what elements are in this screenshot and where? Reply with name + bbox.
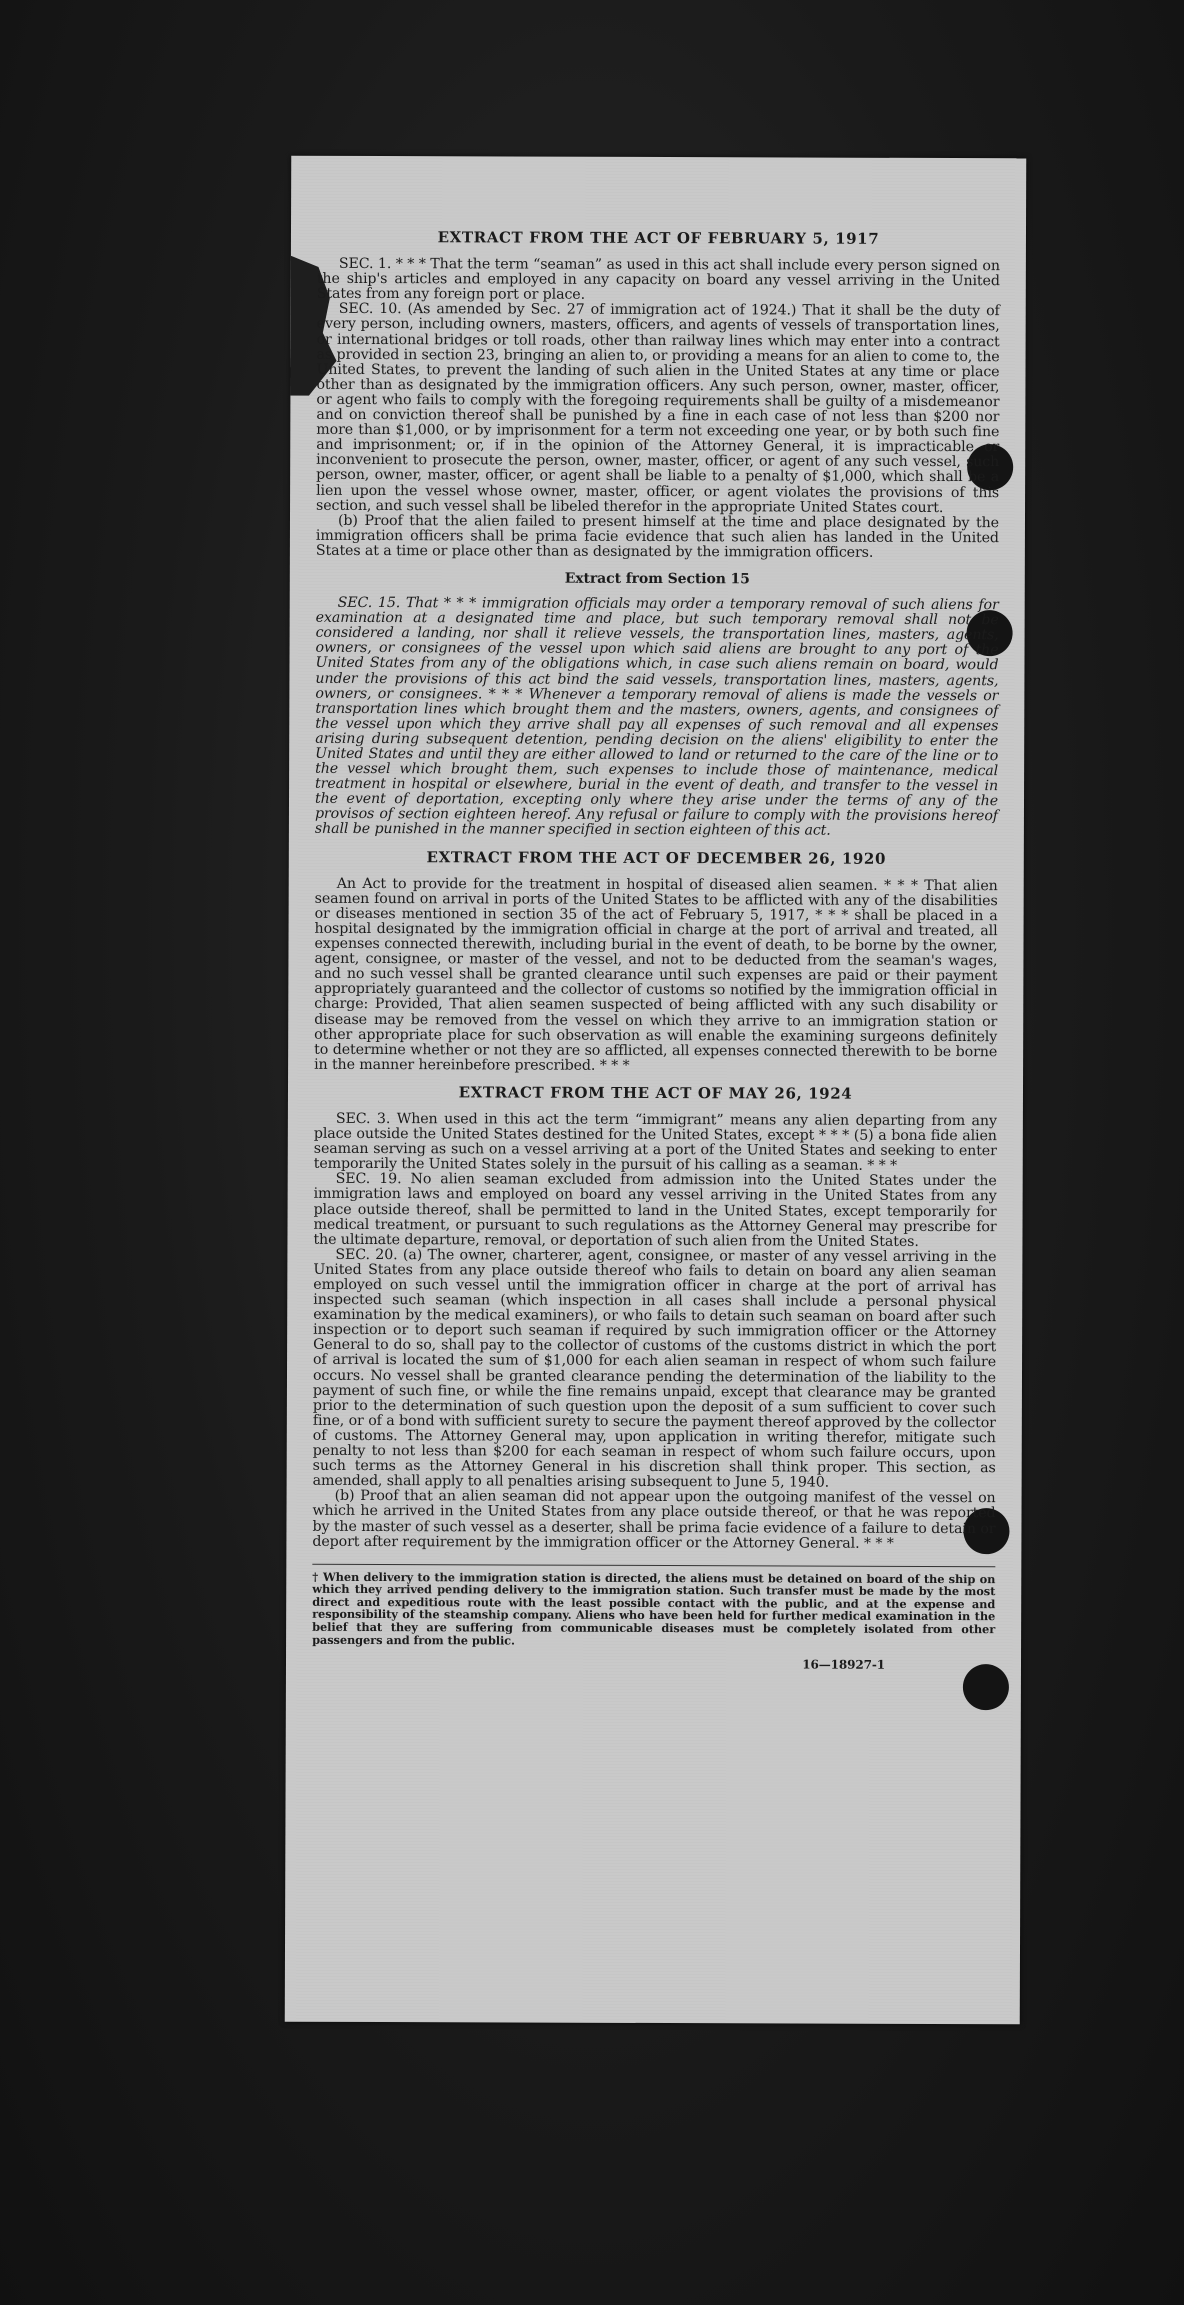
section-10-text: SEC. 10. (As amended by Sec. 27 of immigration act of 1924.) That it shall be the duty of every person, including owners, masters, officers, and agents of vessels of transportation lines, or international bridges or toll roads, other than railway lines which may enter into a contract as provided in section 23, bringing an alien to, or providing a means for an alien to come to, the United States, to prevent the landing of such alien in the United States at any time or place other than as designated by the immigration officers. Any such person, owner, master, officer, or agent who fails to comply with the foregoing requirements shall be guilty of a misdemeanor and on conviction thereof shall be punished by a fine in each case of not less than $200 nor more than $1,000, or by imprisonment for a term not exceeding one year, or by both such fine and imprisonment; or, if in the opinion of the Attorney General, it is impracticable or inconvenient to prosecute the person, owner, master, officer, or agent of any such vessel, such person, owner, master, officer, or agent shall be liable to a penalty of $1,000, which shall be a lien upon the vessel whose owner, master, officer, or agent violates the provisions of this section, and such vessel shall be libeled therefor in the appropriate United States court. <box>316 301 1000 516</box>
section-1-text: SEC. 1. * * * That the term “seaman” as used in this act shall include every person signed on the ship's articles and employed in any capacity on board any vessel arriving in the United States from any foreign port or place. <box>316 255 1000 304</box>
heading-act-1924: EXTRACT FROM THE ACT OF MAY 26, 1924 <box>458 1083 853 1103</box>
section-19-text: SEC. 19. No alien seaman excluded from admission into the United States under the immigration laws and employed on board any vessel arriving in the United States from any place outside thereof, shall be permitted to land in the United States, except temporarily for medical treatment, or pursuant to such regulations as the Attorney General may prescribe for the ultimate departure, removal, or deportation of such alien from the United States. <box>313 1171 997 1250</box>
heading-act-1917: EXTRACT FROM THE ACT OF FEBRUARY 5, 1917 <box>437 228 880 248</box>
document-sheet <box>285 156 1027 2025</box>
section-20a-text: SEC. 20. (a) The owner, charterer, agent, consignee, or master of any vessel arriving in the United States from any place outside thereof who fails to detain on board any alien seaman employed on such vessel until the immigration officer in charge at the port of arrival has inspected such seaman (which inspection in all cases shall include a personal physical examination by the medical examiners), or who fails to detain such seaman on board after such inspection or to deport such seaman if required by such immigration officer or the Attorney General to do so, shall pay to the collector of customs of the customs district in which the port of arrival is located the sum of $1,000 for each alien seaman in respect of whom such failure occurs. No vessel shall be granted clearance pending the determination of the liability to the payment of such fine, or while the fine remains unpaid, except that clearance may be granted prior to the determination of such question upon the deposit of a sum sufficient to cover such fine, or of a bond with sufficient surety to secure the payment thereof approved by the collector of customs. The Attorney General may, upon application in writing therefor, mitigate such penalty to not less than $200 for each seaman in respect of whom such failure occurs, upon such terms as the Attorney General in his discretion shall think proper. This section, as amended, shall apply to all penalties arising subsequent to June 5, 1940. <box>312 1246 997 1491</box>
footnote: † When delivery to the immigration station is directed, the aliens must be detained on board of the ship on which they arrived pending delivery to the immigration station. Such transfer must be made by the most direct and expeditious route with the least possible contact with the public, and at the expense and responsibility of the steamship company. Aliens who have been held for further medical examination in the belief that they are suffering from communicable diseases must be completely isolated from other passengers and from the public. <box>312 1563 995 1648</box>
act-1920-text: An Act to provide for the treatment in hospital of diseased alien seamen. * * * That alien seamen found on arrival in ports of the United States to be afflicted with any of the disabilities or diseases mentioned in section 35 of the act of February 5, 1917, * * * shall be placed in a hospital designated by the immigration official in charge at the port of arrival and treated, all expenses connected therewith, including burial in the event of death, to be borne by the owner, agent, consignee, or master of the vessel, and not to be deducted from the seaman's wages, and no such vessel shall be granted clearance until such expenses are paid or their payment appropriately guaranteed and the collector of customs so notified by the immigration official in charge: Provided, That alien seamen suspected of being afflicted with any such disability or disease may be removed from the vessel on which they arrive to an immigration station or other appropriate place for such observation as will enable the examining surgeons definitely to determine whether or not they are so afflicted, all expenses connected therewith to be borne in the manner hereinbefore prescribed. * * * <box>314 875 998 1074</box>
document-body <box>312 230 1000 1674</box>
section-3-text: SEC. 3. When used in this act the term “immigrant” means any alien departing from any place outside the United States destined for the United States, except * * * (5) a bona fide alien seaman serving as such on a vessel arriving at a port of the United States and seeking to enter temporarily the United States solely in the pursuit of his calling as a seaman. * * * <box>313 1110 997 1175</box>
section-10b-text: (b) Proof that the alien failed to present himself at the time and place designated by the immigration officers shall be prima facie evidence that such alien has landed in the United States at a time or place other than as designated by the immigration officers. <box>315 512 1000 561</box>
form-number: 16—18927-1 <box>802 1657 886 1673</box>
section-15-text: SEC. 15. That * * * immigration officials may order a temporary removal of such aliens for examination at a designated time and place, but such temporary removal shall not be considered a landing, nor shall it relieve vessels, the transportation lines, masters, agents, owners, or consignees of the vessel upon which said aliens are brought to any port of the United States from any of the obligations which, in case such aliens remain on board, would under the provisions of this act bind the said vessels, transportation lines, masters, agents, owners, or consignees. * * * Whenever a temporary removal of aliens is made the vessels or transportation lines which brought them and the masters, owners, agents, and consignees of the vessel upon which they arrive shall pay all expenses of such removal and all expenses arising during subsequent detention, pending decision on the aliens' eligibility to enter the United States and until they are either allowed to land or returned to the care of the line or to the vessel which brought them, such expenses to include those of maintenance, medical treatment in hospital or elsewhere, burial in the event of death, and transfer to the vessel in the event of deportation, excepting only where they arise under the terms of any of the provisos of section eighteen hereof. Any refusal or failure to comply with the provisions hereof shall be punished in the manner specified in section eighteen of this act. <box>314 594 999 840</box>
heading-section-15: Extract from Section 15 <box>564 570 750 588</box>
heading-act-1920: EXTRACT FROM THE ACT OF DECEMBER 26, 1920 <box>426 847 887 868</box>
section-20b-text: (b) Proof that an alien seaman did not appear upon the outgoing manifest of the vessel on which he arrived in the United States from any place outside thereof, or that he was reported by the master of such vessel as a deserter, shall be prima facie evidence of a failure to detain or deport after requirement by the immigration officer or the Attorney General. * * * <box>312 1488 996 1552</box>
